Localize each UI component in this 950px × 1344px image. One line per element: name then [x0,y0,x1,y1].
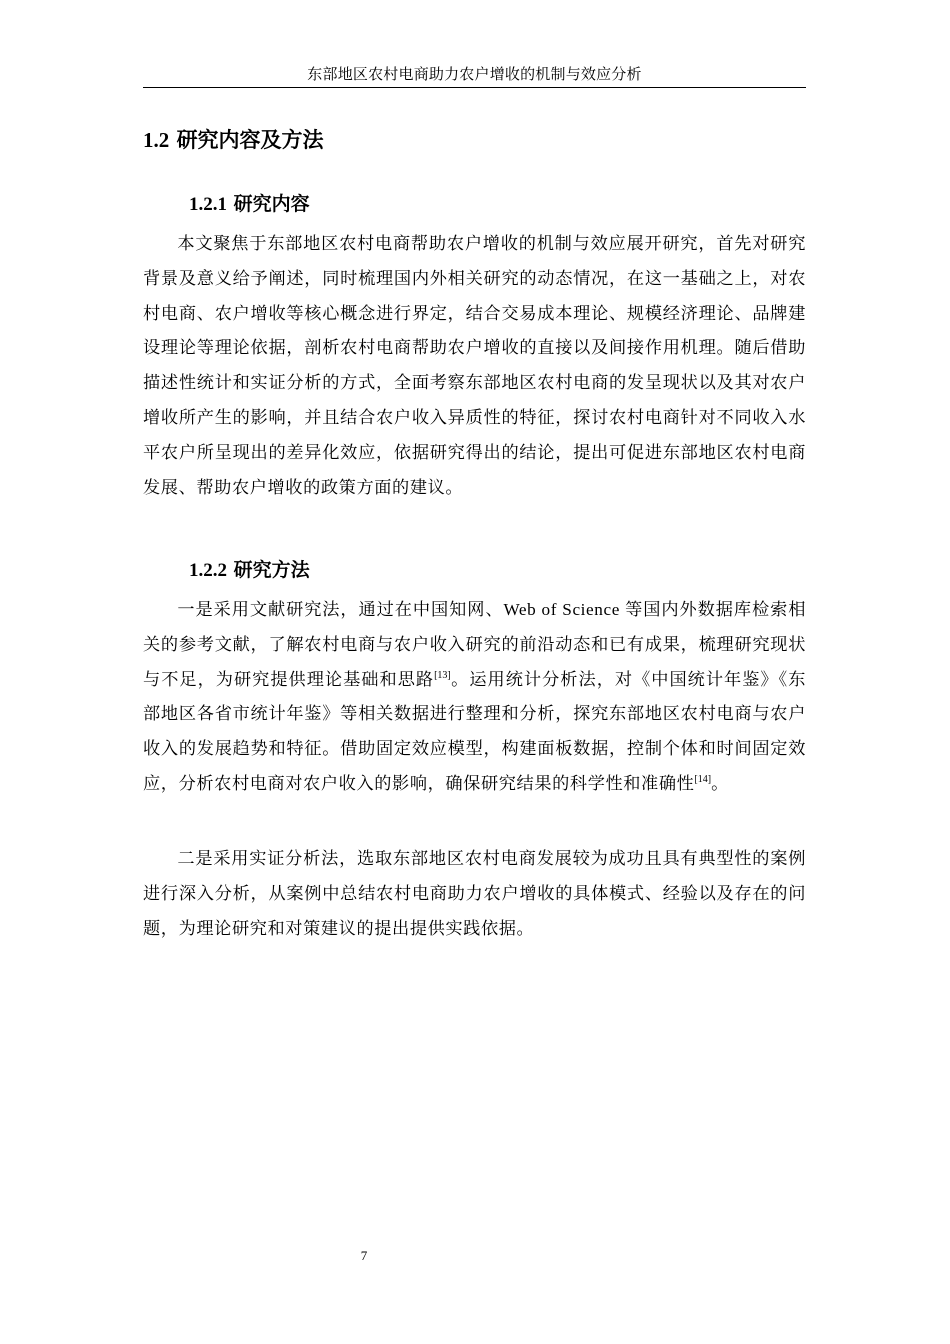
subsection-heading-method [189,557,310,584]
citation-reference: [14] [694,773,712,785]
subsection-number: 1.2.2 [189,560,227,581]
subsection-title: 研究方法 [233,559,310,581]
paragraph-research-method-empirical: 二是采用实证分析法，选取东部地区农村电商发展较为成功且具有典型性的案例进行深入分析，从案例中总结农村电商助力农户增收的具体模式、经验以及存在的问题，为理论研究和对策建议的提出提供实践依据。 [143,849,806,938]
subsection-title: 研究内容 [233,193,310,215]
subsection-heading-content [189,191,310,218]
header-divider [143,87,806,88]
paragraph-research-content: 本文聚焦于东部地区农村电商帮助农户增收的机制与效应展开研究，首先对研究背景及意义给予阐述，同时梳理国内外相关研究的动态情况，在这一基础之上，对农村电商、农户增收等核心概念进行界定，结合交易成本理论、规模经济理论、品牌建设理论等理论依据，剖析农村电商帮助农户增收的直接以及间接作用机理。随后借助描述性统计和实证分析的方式，全面考察东部地区农村电商的发呈现状以及其对农户增收所产生的影响，并且结合农户收入异质性的特征，探讨农村电商针对不同收入水平农户所呈现出的差异化效应，依据研究得出的结论，提出可促进东部地区农村电商发展、帮助农户增收的政策方面的建议。 [143,234,806,497]
running-header-title: 东部地区农村电商助力农户增收的机制与效应分析 [307,67,642,83]
section-title: 研究内容及方法 [176,128,324,152]
subsection-number: 1.2.1 [189,194,227,215]
paragraph-text: 一是采用文献研究法，通过在中国知网、Web of Science 等国内外数据库检索相关的参考文献，了解农村电商与农户收入研究的前沿动态和已有成果，梳理研究现状与不足，为研究提供理论基础和思路 [143,600,806,689]
citation-reference: [13] [434,669,451,681]
section-number: 1.2 [143,128,170,152]
paragraph-research-method-literature [143,593,806,802]
paragraph-text: 。运用统计分析法，对《中国统计年鉴》《东部地区各省市统计年鉴》等相关数据进行整理和分析，探究东部地区农村电商与农户收入的发展趋势和特征。借助固定效应模型，构建面板数据，控制个体和时间固定效应，分析农村电商对农户收入的影响，确保研究结果的科学性和准确性 [143,669,806,793]
section-heading [143,126,324,154]
paragraph-text: 。 [711,773,729,793]
page-number: 7 [360,1248,368,1263]
